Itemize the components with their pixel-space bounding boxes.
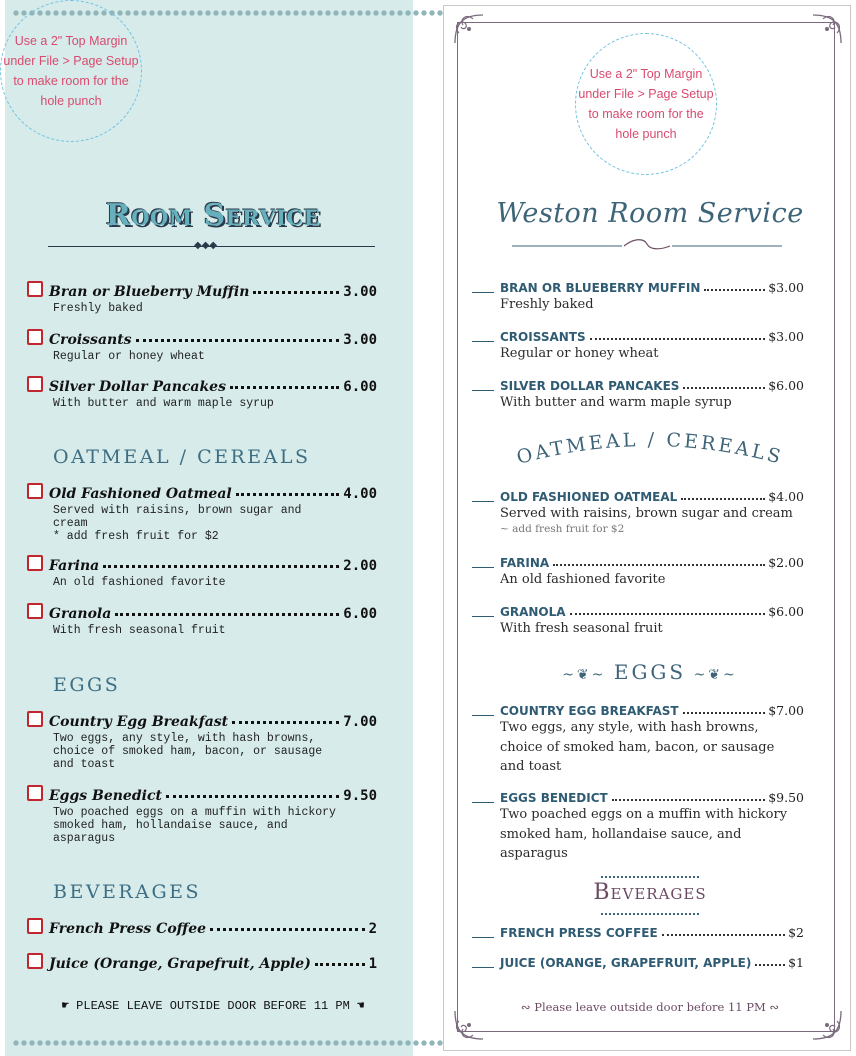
swirl-ornament-icon: ∾ — [520, 1000, 535, 1014]
item-price: 9.50 — [343, 788, 377, 804]
item-name: COUNTRY EGG BREAKFAST — [500, 704, 679, 718]
item-price: 1 — [368, 956, 377, 972]
item-price: 3.00 — [343, 284, 377, 300]
diamond-ornament-icon: ◆◆◆ — [194, 240, 218, 251]
checkbox[interactable] — [27, 376, 43, 392]
section-title-text: EGGS — [613, 660, 687, 684]
item-price: $9.50 — [768, 790, 804, 805]
menu-item — [472, 700, 804, 777]
item-name: Farina — [49, 558, 100, 574]
item-name: BRAN OR BLUEBERRY MUFFIN — [500, 281, 701, 295]
item-price: 6.00 — [343, 379, 377, 395]
item-description: With butter and warm maple syrup — [500, 395, 732, 410]
menu-item — [472, 375, 804, 413]
item-description: Two poached eggs on a muffin with hickory smoked ham, hollandaise sauce, and asparagus — [53, 806, 336, 845]
item-description: With fresh seasonal fruit — [500, 621, 663, 636]
item-name: FARINA — [500, 556, 550, 570]
swirl-ornament-icon: ~❦~ — [562, 667, 614, 683]
svg-text:OATMEAL / CEREALS — [514, 429, 785, 469]
title-swash-icon — [512, 236, 782, 252]
item-description: An old fashioned favorite — [53, 576, 226, 589]
item-price: $7.00 — [768, 703, 804, 718]
item-name: FRENCH PRESS COFFEE — [500, 926, 658, 940]
item-description: Served with raisins, brown sugar and cream — [500, 506, 793, 521]
hole-punch-note: Use a 2" Top Margin under File > Page Setup to make room for the hole punch — [0, 0, 142, 142]
swirl-ornament-icon: ~❦~ — [686, 667, 738, 683]
right-footer-note — [450, 1000, 850, 1014]
item-description: Regular or honey wheat — [53, 350, 205, 363]
checkbox[interactable] — [27, 603, 43, 619]
item-price: 2.00 — [343, 558, 377, 574]
item-description: Two poached eggs on a muffin with hickory smoked ham, hollandaise sauce, and asparagus — [500, 807, 788, 861]
item-price: $1 — [788, 955, 804, 970]
order-blank-line[interactable] — [472, 292, 494, 293]
checkbox[interactable] — [27, 918, 43, 934]
section-title-text: OATMEAL / CEREALS — [514, 428, 786, 469]
menu-item — [472, 326, 804, 364]
menu-title: Room Service — [105, 198, 321, 233]
checkbox[interactable] — [27, 329, 43, 345]
item-price: 2 — [368, 921, 377, 937]
checkbox[interactable] — [27, 953, 43, 969]
section-title-oatmeal — [450, 428, 850, 476]
item-name: OLD FASHIONED OATMEAL — [500, 490, 678, 504]
item-price: 6.00 — [343, 606, 377, 622]
item-name: French Press Coffee — [49, 921, 207, 937]
item-name: Bran or Blueberry Muffin — [49, 284, 250, 300]
section-title-eggs — [450, 660, 850, 684]
checkbox[interactable] — [27, 785, 43, 801]
order-blank-line[interactable] — [472, 567, 494, 568]
item-price: $3.00 — [768, 280, 804, 295]
item-name: Granola — [49, 606, 112, 622]
order-blank-line[interactable] — [472, 341, 494, 342]
item-description: Freshly baked — [500, 297, 594, 312]
order-blank-line[interactable] — [472, 616, 494, 617]
menu-item — [27, 782, 377, 845]
checkbox[interactable] — [27, 711, 43, 727]
menu-item — [472, 787, 804, 864]
menu-item — [27, 373, 377, 410]
item-description: Two eggs, any style, with hash browns, choice of smoked ham, bacon, or sausage and toast — [53, 732, 323, 771]
order-blank-line[interactable] — [472, 715, 494, 716]
dotted-rule — [601, 876, 699, 878]
menu-item — [472, 552, 804, 590]
dotted-rule — [601, 913, 699, 915]
order-blank-line[interactable] — [472, 390, 494, 391]
item-price: 7.00 — [343, 714, 377, 730]
order-blank-line[interactable] — [472, 802, 494, 803]
item-name: SILVER DOLLAR PANCAKES — [500, 379, 680, 393]
item-name: Croissants — [49, 332, 132, 348]
item-name: Old Fashioned Oatmeal — [49, 486, 232, 502]
menu-item — [472, 601, 804, 639]
item-description: Served with raisins, brown sugar and cream * add fresh fruit for $2 — [53, 504, 302, 543]
order-blank-line[interactable] — [472, 937, 494, 938]
item-description: With butter and warm maple syrup — [53, 397, 274, 410]
item-description: Regular or honey wheat — [500, 346, 659, 361]
item-price: $4.00 — [768, 489, 804, 504]
checkbox[interactable] — [27, 281, 43, 297]
section-title-eggs: EGGS — [53, 674, 121, 696]
menu-title: Weston Room Service — [496, 198, 804, 229]
item-price: 4.00 — [343, 486, 377, 502]
item-price: $2.00 — [768, 555, 804, 570]
footer-text: Please leave outside door before 11 PM — [534, 1000, 766, 1014]
item-name: Juice (Orange, Grapefruit, Apple) — [49, 956, 311, 972]
menu-item — [472, 952, 804, 970]
menu-item — [472, 486, 804, 535]
checkbox[interactable] — [27, 483, 43, 499]
menu-item — [27, 950, 377, 972]
item-name: Country Egg Breakfast — [49, 714, 229, 730]
menu-item — [27, 708, 377, 771]
left-footer-note: ☛ PLEASE LEAVE OUTSIDE DOOR BEFORE 11 PM ☚ — [61, 999, 365, 1013]
section-title-oatmeal: OATMEAL / CEREALS — [53, 446, 311, 468]
menu-item — [27, 326, 377, 363]
menu-item — [27, 552, 377, 589]
item-description: Freshly baked — [53, 302, 143, 315]
item-price: $3.00 — [768, 329, 804, 344]
menu-item — [472, 277, 804, 315]
item-name: EGGS BENEDICT — [500, 791, 608, 805]
item-price: $2 — [788, 925, 804, 940]
flourish-corner-icon — [807, 9, 847, 49]
section-title-beverages: Beverages — [593, 880, 707, 905]
section-title-beverages: BEVERAGES — [53, 881, 202, 903]
item-name: Silver Dollar Pancakes — [49, 379, 226, 395]
item-description: An old fashioned favorite — [500, 572, 666, 587]
menu-item — [27, 915, 377, 937]
item-description: Two eggs, any style, with hash browns, choice of smoked ham, bacon, or sausage and toast — [500, 720, 775, 774]
checkbox[interactable] — [27, 555, 43, 571]
item-note: ~ add fresh fruit for $2 — [500, 522, 625, 535]
item-price: 3.00 — [343, 332, 377, 348]
menu-item — [27, 480, 377, 543]
menu-item — [472, 922, 804, 940]
item-name: JUICE (ORANGE, GRAPEFRUIT, APPLE) — [500, 956, 752, 970]
hole-punch-note: Use a 2" Top Margin under File > Page Setup to make room for the hole punch — [575, 33, 717, 175]
menu-item — [27, 278, 377, 315]
swirl-ornament-icon: ∾ — [765, 1000, 780, 1014]
item-description: With fresh seasonal fruit — [53, 624, 226, 637]
item-name: Eggs Benedict — [49, 788, 162, 804]
order-blank-line[interactable] — [472, 501, 494, 502]
order-blank-line[interactable] — [472, 967, 494, 968]
item-price: $6.00 — [768, 378, 804, 393]
item-price: $6.00 — [768, 604, 804, 619]
item-name: CROISSANTS — [500, 330, 586, 344]
item-name: GRANOLA — [500, 605, 566, 619]
flourish-corner-icon — [449, 9, 489, 49]
menu-item — [27, 600, 377, 637]
